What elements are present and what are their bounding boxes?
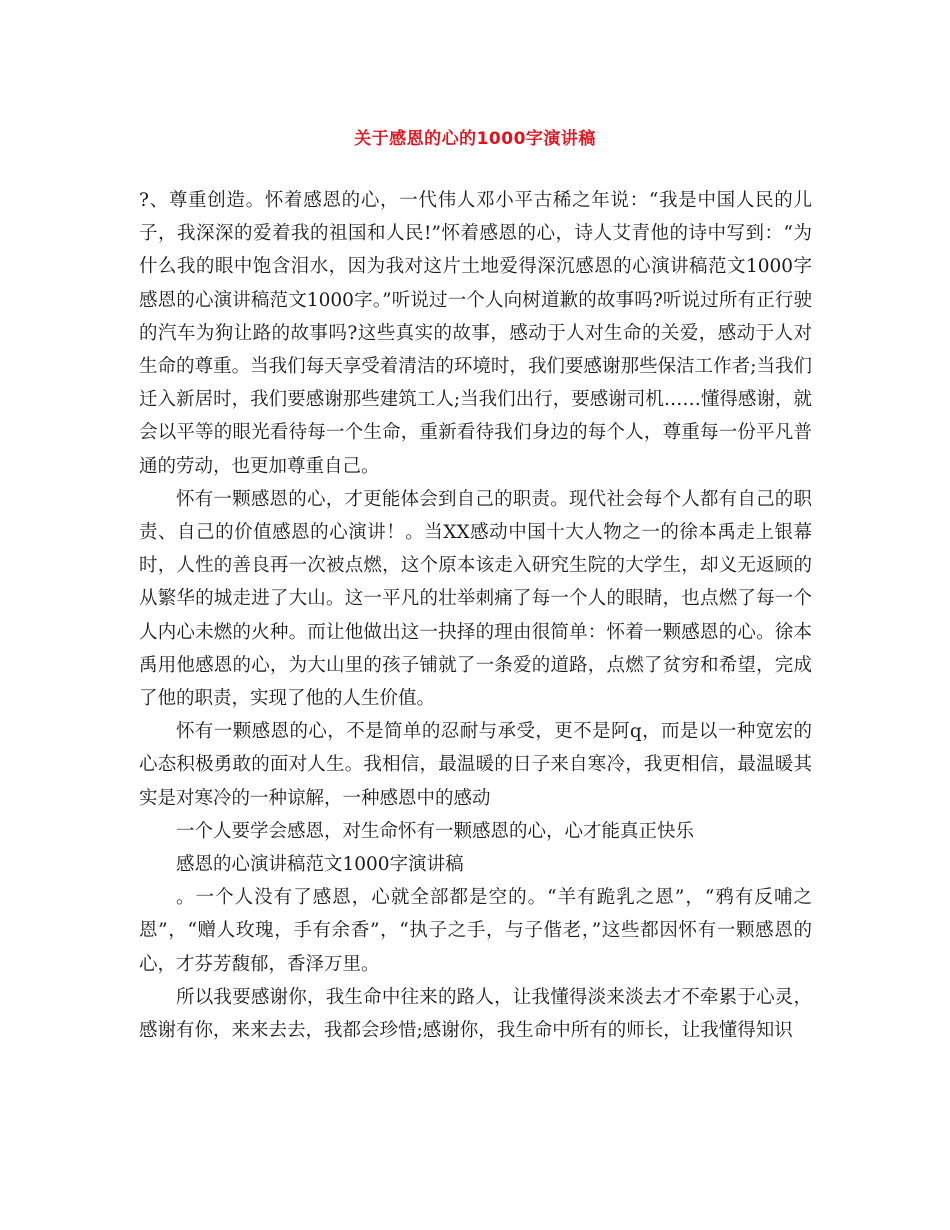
paragraph: 一个人要学会感恩，对生命怀有一颗感恩的心，心才能真正快乐: [176, 820, 695, 842]
document-body: [139, 184, 812, 1047]
paragraph: 所以我要感谢你，我生命中往来的路人，让我懂得淡来淡去才不牵累于心灵，感谢有你，来来去去，我都会珍惜;感谢你，我生命中所有的师长，让我懂得知识: [139, 986, 812, 1042]
paragraph: 怀有一颗感恩的心，才更能体会到自己的职责。现代社会每个人都有自己的职责、自己的价值感恩的心演讲！。当XX感动中国十大人物之一的徐本禹走上银幕时，人性的善良再一次被点燃，这个原本该走入研究生院的大学生，却义无返顾的从繁华的城走进了大山。这一平凡的壮举刺痛了每一个人的眼睛，也点燃了每一个人内心未燃的火种。而让他做出这一抉择的理由很简单：怀着一颗感恩的心。徐本禹用他感恩的心，为大山里的孩子铺就了一条爱的道路，点燃了贫穷和希望，完成了他的职责，实现了他的人生价值。: [139, 488, 812, 710]
paragraph: ?、尊重创造。怀着感恩的心，一代伟人邓小平古稀之年说：“我是中国人民的儿子，我深深的爱着我的祖国和人民!”怀着感恩的心，诗人艾青他的诗中写到：“为什么我的眼中饱含泪水，因为我对这片土地爱得深沉感恩的心演讲稿范文1000字感恩的心演讲稿范文1000字。”听说过一个人向树道歉的故事吗?听说过所有正行驶的汽车为狗让路的故事吗?这些真实的故事，感动于人对生命的关爱，感动于人对生命的尊重。当我们每天享受着清洁的环境时，我们要感谢那些保洁工作者;当我们迁入新居时，我们要感谢那些建筑工人;当我们出行，要感谢司机……懂得感谢，就会以平等的眼光看待每一个生命，重新看待我们身边的每个人，尊重每一份平凡普通的劳动，也更加尊重自己。: [139, 190, 812, 477]
paragraph: 。一个人没有了感恩，心就全部都是空的。“羊有跪乳之恩”，“鸦有反哺之恩”，“赠人玫瑰，手有余香”，“执子之手，与子偕老，”这些都因怀有一颗感恩的心，才芬芳馥郁，香泽万里。: [139, 887, 812, 975]
document-title: 关于感恩的心的1000字演讲稿: [354, 129, 596, 149]
paragraph: 怀有一颗感恩的心，不是简单的忍耐与承受，更不是阿q，而是以一种宽宏的心态积极勇敢的面对人生。我相信，最温暖的日子来自寒冷，我更相信，最温暖其实是对寒冷的一种谅解，一种感恩中的感动: [139, 721, 812, 809]
paragraph: 感恩的心演讲稿范文1000字演讲稿: [176, 854, 464, 876]
